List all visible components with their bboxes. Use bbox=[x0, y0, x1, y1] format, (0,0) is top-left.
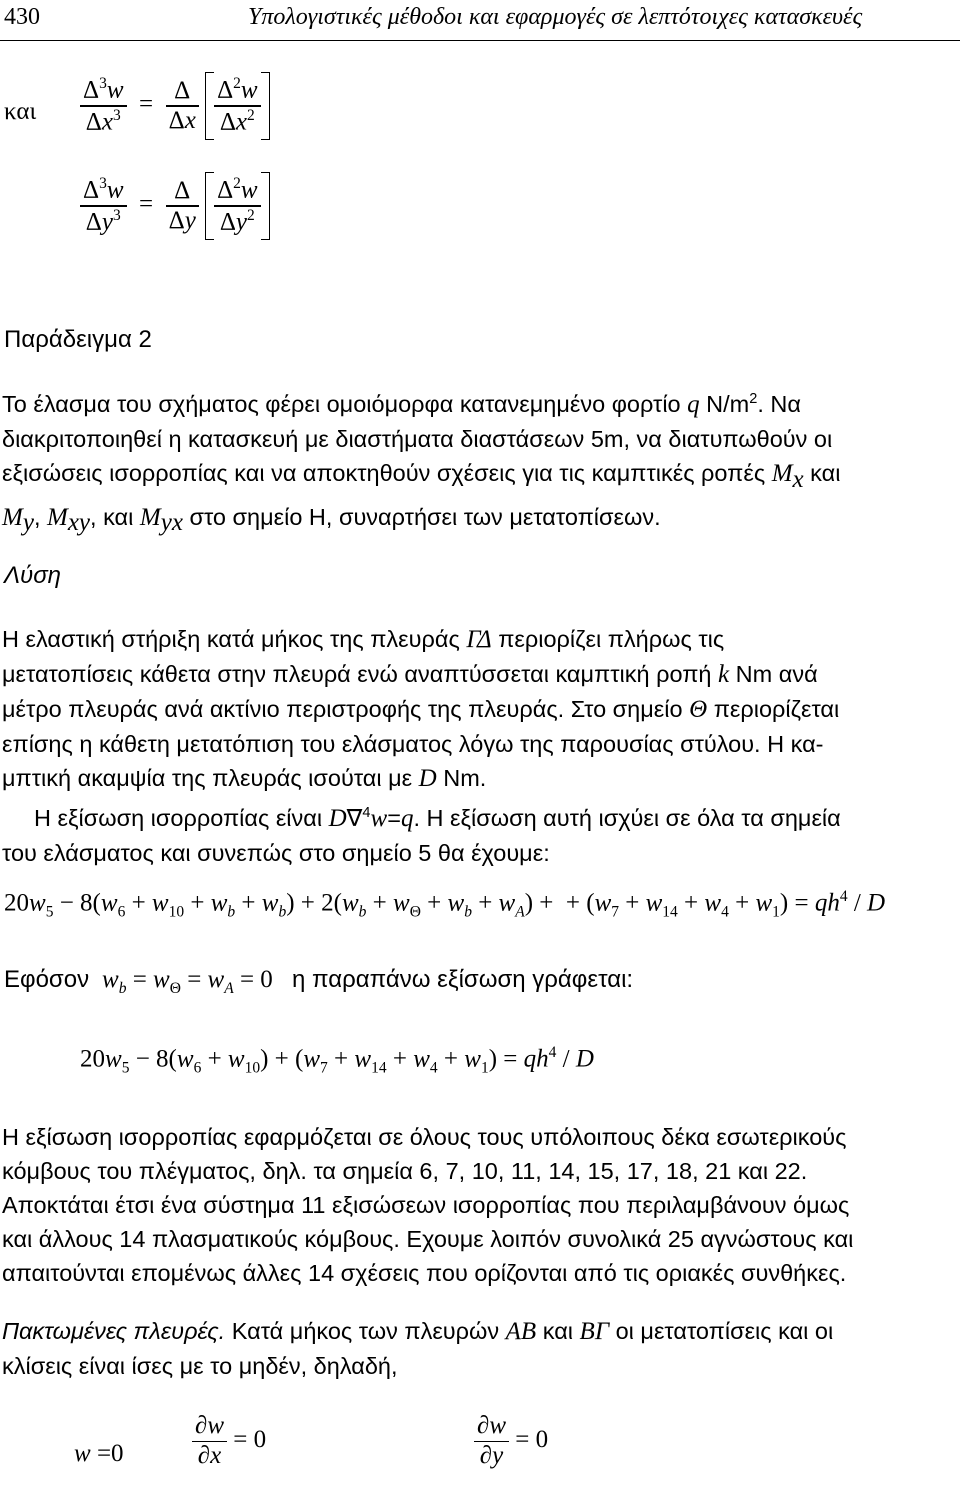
solution-heading: Λύση bbox=[4, 562, 61, 589]
equation-node-5-reduced: $20w_5 - 8(w_6 + w_{10}) + (w_7 + w_{14} + w_4 + w_1) = qh^4 / D$ bbox=[80, 1044, 594, 1077]
header-divider bbox=[0, 40, 960, 41]
since-line: Εφόσον $w_b = w_\Theta = w_A = 0$ η παραπάνω εξίσωση γράφεται: bbox=[4, 966, 634, 997]
closing-paragraph: Η εξίσωση ισορροπίας εφαρμόζεται σε όλους τους υπόλοιπους δέκα εσωτερικούς κόμβους του πλέγματος, δηλ. τα σημεία 6, 7, 10, 11, 14, 15, 17, 18, 21 και 22. Αποκτάται έτσι ένα σύστημα 11 εξισώσεων ισορροπίας που περιλαμβάνουν όμως και άλλους 14 πλασματικούς κόμβους. Εχουμε λοιπόν συνολικά 25 αγνώστους και απαιτούνται επομένως άλλες 14 σχέσεις που ορίζονται από τις οριακές συνθήκες. bbox=[2, 1124, 854, 1286]
clamped-edges-paragraph: Πακτωμένες πλευρές. Κατά μήκος των πλευρών ΑΒ και ΒΓ οι μετατοπίσεις και οι κλίσεις είναι ίσες με το μηδέν, δηλαδή, bbox=[2, 1318, 834, 1379]
problem-statement: Το έλασμα του σχήματος φέρει ομοιόμορφα κατανεμημένο φορτίο q $N/m^2$. Να διακριτοποιηθεί η κατασκευή με διαστήματα διαστάσεων 5m, να διατυπωθούν οι εξισώσεις ισορροπίας και να αποκτηθούν σχέσεις για τις καμπτικές ροπές $M_x$ και $M_y$, $M_{xy}$, και $M_{yx}$ στο σημείο Η, συναρτήσει των μετατοπίσεων. bbox=[2, 390, 841, 537]
example-heading: Παράδειγμα 2 bbox=[4, 326, 152, 353]
page-number: 430 bbox=[4, 4, 40, 30]
equation-node-5-full: $20w_5 - 8(w_6 + w_{10} + w_b + w_b) + 2(w_b + w_\Theta + w_b + w_A)$ + + $(w_7 + w_{14} + w_4 + w_1) = qh^4 / D$ bbox=[4, 888, 886, 921]
solution-paragraph: Η ελαστική στήριξη κατά μήκος της πλευράς ΓΔ περιορίζει πλήρως τις μετατοπίσεις κάθετα στην πλευρά ενώ αναπτύσσεται καμπτική ροπή k Nm ανά μέτρο πλευράς ανά ακτίνιο περιστροφής της πλευράς. Στο σημείο Θ περιορίζεται επίσης η κάθετη μετατόπιση του ελάσματος λόγω της παρουσίας στύλου. Η κα- μπτική ακαμψία της πλευράς ισούται με D Nm. Η εξίσωση ισορροπίας είναι D∇$^4$w=q. Η εξίσωση αυτή ισχύει σε όλα τα σημεία του ελάσματος και συνεπώς στο σημείο 5 θα έχουμε: bbox=[2, 626, 841, 866]
bc-w-zero: w =0 bbox=[74, 1440, 124, 1467]
bc-dw-dy-zero: $\frac{\partial w}{\partial y}$ = 0 bbox=[474, 1412, 548, 1471]
running-title: Υπολογιστικές μέθοδοι και εφαρμογές σε λεπτότοιχες κατασκευές bbox=[248, 4, 863, 30]
equation-third-derivative-x: $\frac{\Delta^3w}{\Delta x^3}$ = $\frac{\Delta}{\Delta x}$ $\frac{\Delta^2w}{\Delta x^2}$ bbox=[80, 72, 270, 140]
eq-intro-word: και bbox=[4, 98, 37, 125]
equation-third-derivative-y: $\frac{\Delta^3w}{\Delta y^3}$ = $\frac{\Delta}{\Delta y}$ $\frac{\Delta^2w}{\Delta y^2}$ bbox=[80, 172, 270, 240]
bc-dw-dx-zero: $\frac{\partial w}{\partial x}$ = 0 bbox=[192, 1412, 266, 1471]
